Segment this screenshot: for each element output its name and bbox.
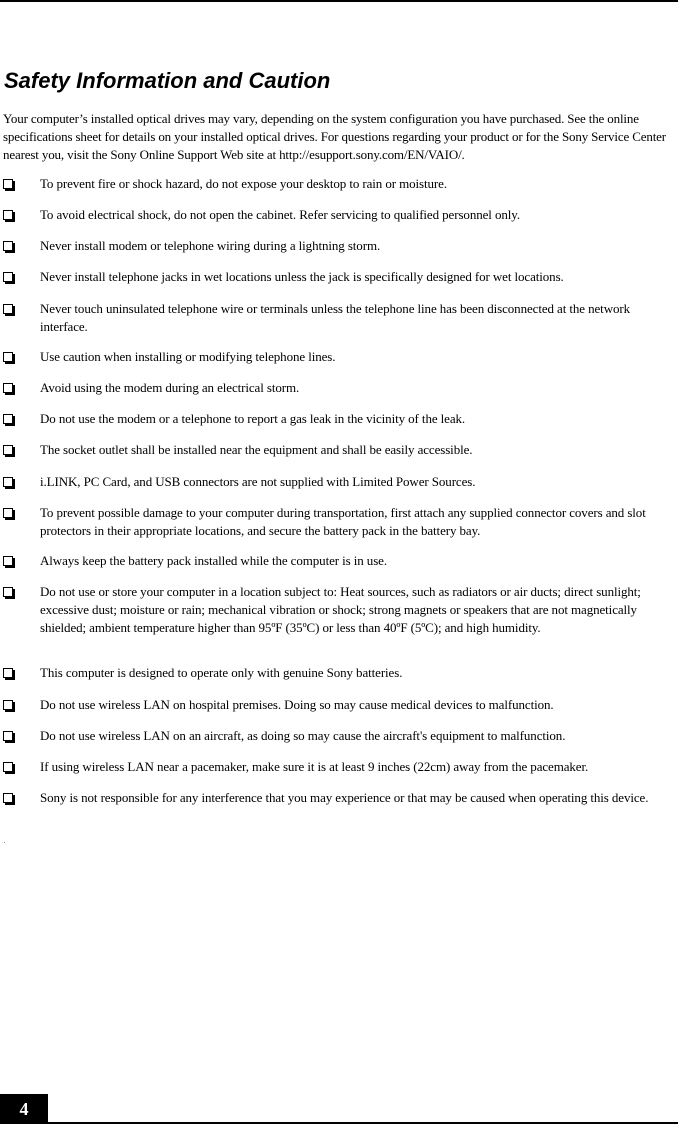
list-item-text: Never touch uninsulated telephone wire or terminals unless the telephone line has been disconnected at the network interface. xyxy=(40,301,631,334)
list-item-text: Never install modem or telephone wiring during a lightning storm. xyxy=(40,238,381,253)
list-item-text: The socket outlet shall be installed near the equipment and shall be easily accessible. xyxy=(40,442,473,457)
checkbox-bullet-icon xyxy=(3,556,13,566)
top-rule xyxy=(0,0,678,2)
page-number: 4 xyxy=(19,1099,29,1119)
checkbox-bullet-icon xyxy=(3,793,13,803)
list-item-text: Sony is not responsible for any interference that you may experience or that may be caused when operating this device. xyxy=(40,790,649,805)
intro-paragraph: Your computer’s installed optical drives may vary, depending on the system configuration you have purchased. See the online specifications sheet for details on your installed optical drives. For questions regarding your product or for the Sony Service Center nearest you, visit the Sony Online Support Web site at http://esupport.sony.com/EN/VAIO/. xyxy=(3,111,666,162)
checkbox-bullet-icon xyxy=(3,477,13,487)
bottom-rule xyxy=(48,1122,678,1124)
list-item-text: This computer is designed to operate only with genuine Sony batteries. xyxy=(40,665,403,680)
checkbox-bullet-icon xyxy=(3,762,13,772)
checkbox-bullet-icon xyxy=(3,731,13,741)
list-item-text: Do not use the modem or a telephone to report a gas leak in the vicinity of the leak. xyxy=(40,411,466,426)
stray-mark xyxy=(4,842,5,843)
list-item-text: To prevent possible damage to your computer during transportation, first attach any supplied connector covers and slot protectors in their appropriate locations, and secure the battery pack in the battery bay. xyxy=(40,505,646,538)
checkbox-bullet-icon xyxy=(3,445,13,455)
checkbox-bullet-icon xyxy=(3,508,13,518)
page-number-tab xyxy=(0,1094,48,1124)
checkbox-bullet-icon xyxy=(3,241,13,251)
checkbox-bullet-icon xyxy=(3,272,13,282)
checkbox-bullet-icon xyxy=(3,383,13,393)
checkbox-bullet-icon xyxy=(3,210,13,220)
list-item-text: If using wireless LAN near a pacemaker, make sure it is at least 9 inches (22cm) away from the pacemaker. xyxy=(40,759,589,774)
checkbox-bullet-icon xyxy=(3,304,13,314)
list-item-text: Do not use wireless LAN on an aircraft, as doing so may cause the aircraft's equipment to malfunction. xyxy=(40,728,566,743)
checkbox-bullet-icon xyxy=(3,587,13,597)
list-item-text: To avoid electrical shock, do not open the cabinet. Refer servicing to qualified personnel only. xyxy=(40,207,520,222)
list-item-text: Do not use wireless LAN on hospital premises. Doing so may cause medical devices to malfunction. xyxy=(40,697,554,712)
list-item-text: Always keep the battery pack installed while the computer is in use. xyxy=(40,553,387,568)
checkbox-bullet-icon xyxy=(3,414,13,424)
checkbox-bullet-icon xyxy=(3,179,13,189)
list-item-text: Avoid using the modem during an electrical storm. xyxy=(40,380,300,395)
list-item-text: To prevent fire or shock hazard, do not expose your desktop to rain or moisture. xyxy=(40,176,447,191)
checkbox-bullet-icon xyxy=(3,700,13,710)
list-item-text: Never install telephone jacks in wet locations unless the jack is specifically designed for wet locations. xyxy=(40,269,564,284)
list-item-text: Use caution when installing or modifying telephone lines. xyxy=(40,349,336,364)
checkbox-bullet-icon xyxy=(3,668,13,678)
page-title: Safety Information and Caution xyxy=(4,68,331,93)
list-item-text: i.LINK, PC Card, and USB connectors are not supplied with Limited Power Sources. xyxy=(40,474,476,489)
checkbox-bullet-icon xyxy=(3,352,13,362)
list-item-text: Do not use or store your computer in a location subject to: Heat sources, such as radiators or air ducts; direct sunlight; excessive dust; moisture or rain; mechanical vibration or shock; strong magnets or speakers that are not magnetically shielded; ambient temperature higher than 95ºF (35ºC) or less than 40ºF (5ºC); and high humidity. xyxy=(40,584,641,635)
